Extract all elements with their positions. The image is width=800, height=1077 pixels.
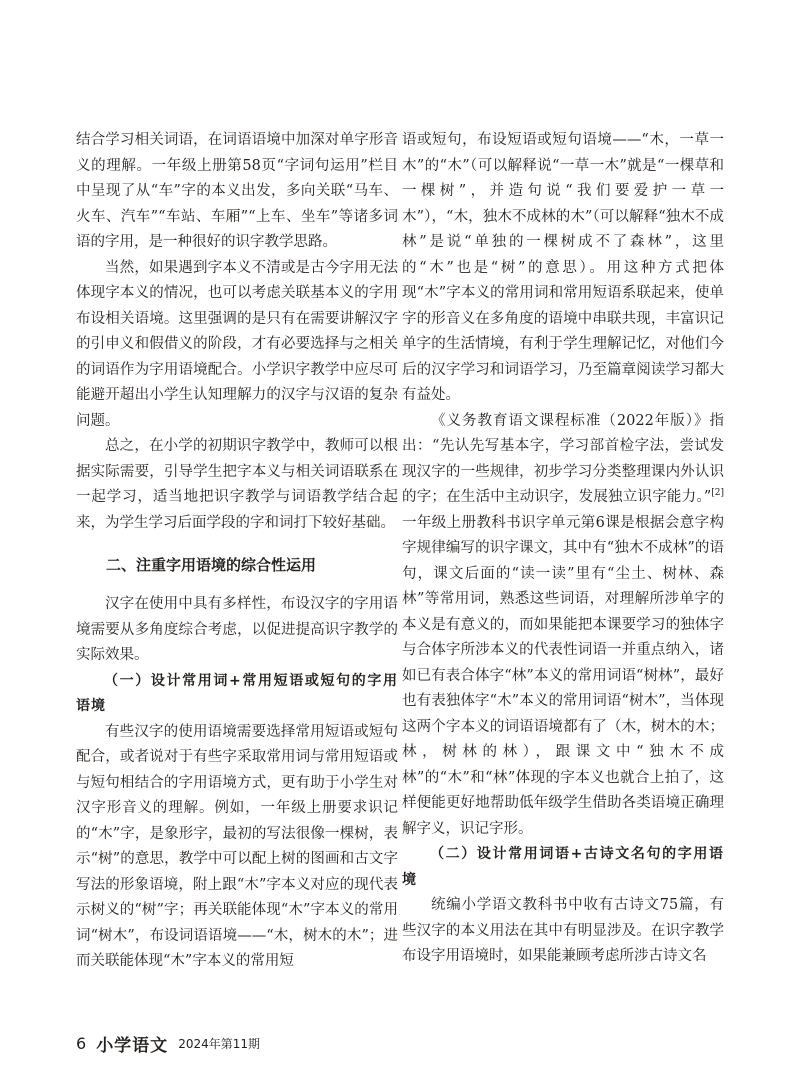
paragraph: 统编小学语文教科书中收有古诗文75篇，有些汉字的本义用法在其中有明显涉及。在识字教学布设字用语境时，如果能兼顾考虑所涉古诗文名 [402, 897, 724, 964]
paragraph: 结合学习相关词语，在词语语境中加深对单字形音义的理解。一年级上册第58页“字词句运用”栏目中呈现了从“车”字的本义出发，多向关联“马车、火车、汽车”“车站、车厢”“上车、坐车”等诸多词语的字用，是一种很好的识字教学思路。 [76, 132, 398, 250]
paragraph-text: 《义务教育语文课程标准（2022年版）》指出：“先认先写基本字，学习部首检字法，尝试发现汉字的一些规律，初步学习分类整理课内外认识的字；在生活中主动识字，发展独立识字能力。” [402, 412, 724, 505]
section-heading: 二、注重字用语境的综合性运用 [106, 556, 317, 574]
paragraph: 有些汉字的使用语境需要选择常用短语或短句配合，或者说对于有些字采取常用词与常用短语或与短句相结合的字用语境方式，更有助于小学生对汉字形音义的理解。例如，一年级上册要求识记的“木”字，是象形字，最初的写法很像一棵树，表示“树”的意思，教学中可以配上树的图画和古文字写法的形象语境，附上跟“木”字本义对应的现代表示树义的“树”字；再关联能体现“木”字本义的常用词“树木”，布设词语语境——“木，树木的木”；进而关联能体现“木”字本义的常用短 [76, 723, 398, 969]
page-number: 6 [76, 1034, 87, 1053]
subsection-heading: （二）设计常用词语+古诗文名句的字用语境 [402, 846, 724, 888]
paragraph: 当然，如果遇到字本义不清或是古今字用无法体现字本义的情况，也可以考虑关联基本义的字用布设相关语境。这里强调的是只有在需要讲解汉字的引申义和假借义的阶段，才有必要选择与之相关的词语作为字用语境配合。小学识字教学中应尽可能避开超出小学生认知理解力的汉字与汉语的复杂问题。 [76, 259, 398, 429]
paragraph: 总之，在小学的初期识字教学中，教师可以根据实际需要，引导学生把字本义与相关词语联系在一起学习，适当地把识字教学与词语教学结合起来，为学生学习后面学段的字和词打下较好基础。 [76, 438, 398, 531]
magazine-logo: 小学语文 [96, 1036, 169, 1056]
page-footer [76, 1031, 260, 1056]
paragraph-text: 一年级上册教科书识字单元第6课是根据会意字构字规律编写的识字课文，其中有“独木不成林”的语句，课文后面的“读一读”里有“尘土、树林、森林”等常用词，熟悉这些词语，对理解所涉单字的本义是有意义的，而如果能把本课要学习的独体字与合体字所涉本义的代表性词语一并重点纳入，诸如已有表合体字“林”本义的常用词语“树林”，最好也有表独体字“木”本义的常用词语“树木”，当体现这两个字本义的词语语境都有了（木，树木的木；林，树林的林），跟课文中“独木不成林”的“木”和“林”体现的字本义也就合上拍了，这样便能更好地帮助低年级学生借助各类语境正确理解字义，识记字形。 [402, 514, 724, 837]
left-column [76, 128, 398, 975]
paragraph [402, 409, 724, 843]
right-column [402, 128, 724, 970]
citation-ref: [2] [711, 488, 724, 499]
issue-label: 2024年第11期 [178, 1037, 260, 1051]
paragraph: 汉字在使用中具有多样性，布设汉字的字用语境需要从多角度综合考虑，以促进提高识字教学的实际效果。 [76, 596, 398, 663]
paragraph: 语或短句，布设短语或短句语境——“木，一草一木”的“木”（可以解释说“一草一木”就是“一棵草和一棵树”，并造句说“我们要爱护一草一木”），“木，独木不成林的木”（可以解释“独木不成林”是说“单独的一棵树成不了森林”，这里的“木”也是“树”的意思）。用这种方式把体现“木”字本义的常用词和常用短语系联起来，使单字的形音义在多角度的语境中串联共现，丰富识记单字的生活情境，有利于学生理解记忆，对他们今后的汉字学习和词语学习，乃至篇章阅读学习都大有益处。 [402, 132, 724, 403]
subsection-heading: （一）设计常用词+常用短语或短句的字用语境 [76, 672, 398, 714]
